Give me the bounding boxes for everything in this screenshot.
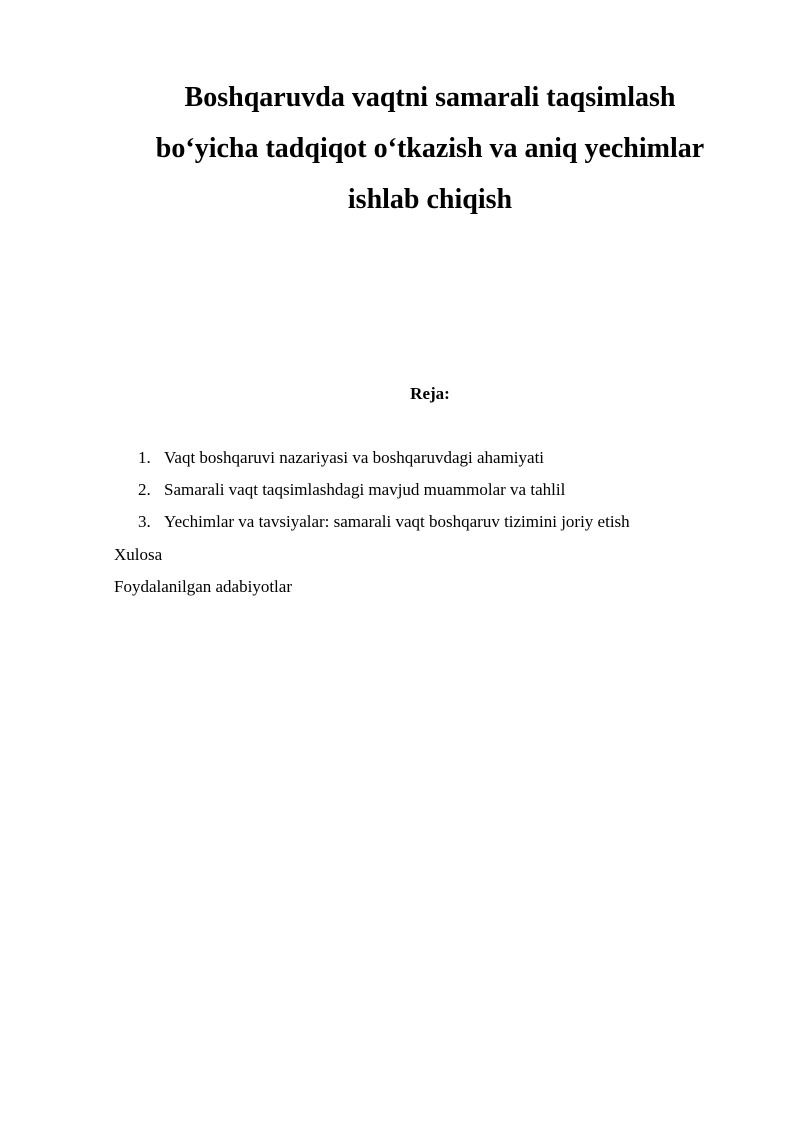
plan-item xyxy=(138,510,630,542)
plan-item-text: Yechimlar va tavsiyalar: samarali vaqt boshqaruv tizimini joriy etish xyxy=(164,512,630,531)
plan-item xyxy=(138,446,630,478)
plan-item-text: Vaqt boshqaruvi nazariyasi va boshqaruvdagi ahamiyati xyxy=(164,448,545,467)
plan-item-number: 2. xyxy=(138,480,151,499)
plan-heading: Reja: xyxy=(410,384,450,403)
title-line: bo‘yicha tadqiqot o‘tkazish va aniq yechimlar xyxy=(155,133,705,164)
conclusion-entry: Xulosa xyxy=(114,545,163,564)
plan-item-number: 1. xyxy=(138,448,151,467)
references-entry: Foydalanilgan adabiyotlar xyxy=(114,577,292,596)
document-title xyxy=(115,72,745,225)
plan-item-text: Samarali vaqt taqsimlashdagi mavjud muammolar va tahlil xyxy=(164,480,566,499)
title-line: Boshqaruvda vaqtni samarali taqsimlash xyxy=(184,82,676,113)
plan-list xyxy=(138,446,630,542)
plan-item xyxy=(138,478,630,510)
title-line: ishlab chiqish xyxy=(347,184,513,215)
plan-item-number: 3. xyxy=(138,512,151,531)
